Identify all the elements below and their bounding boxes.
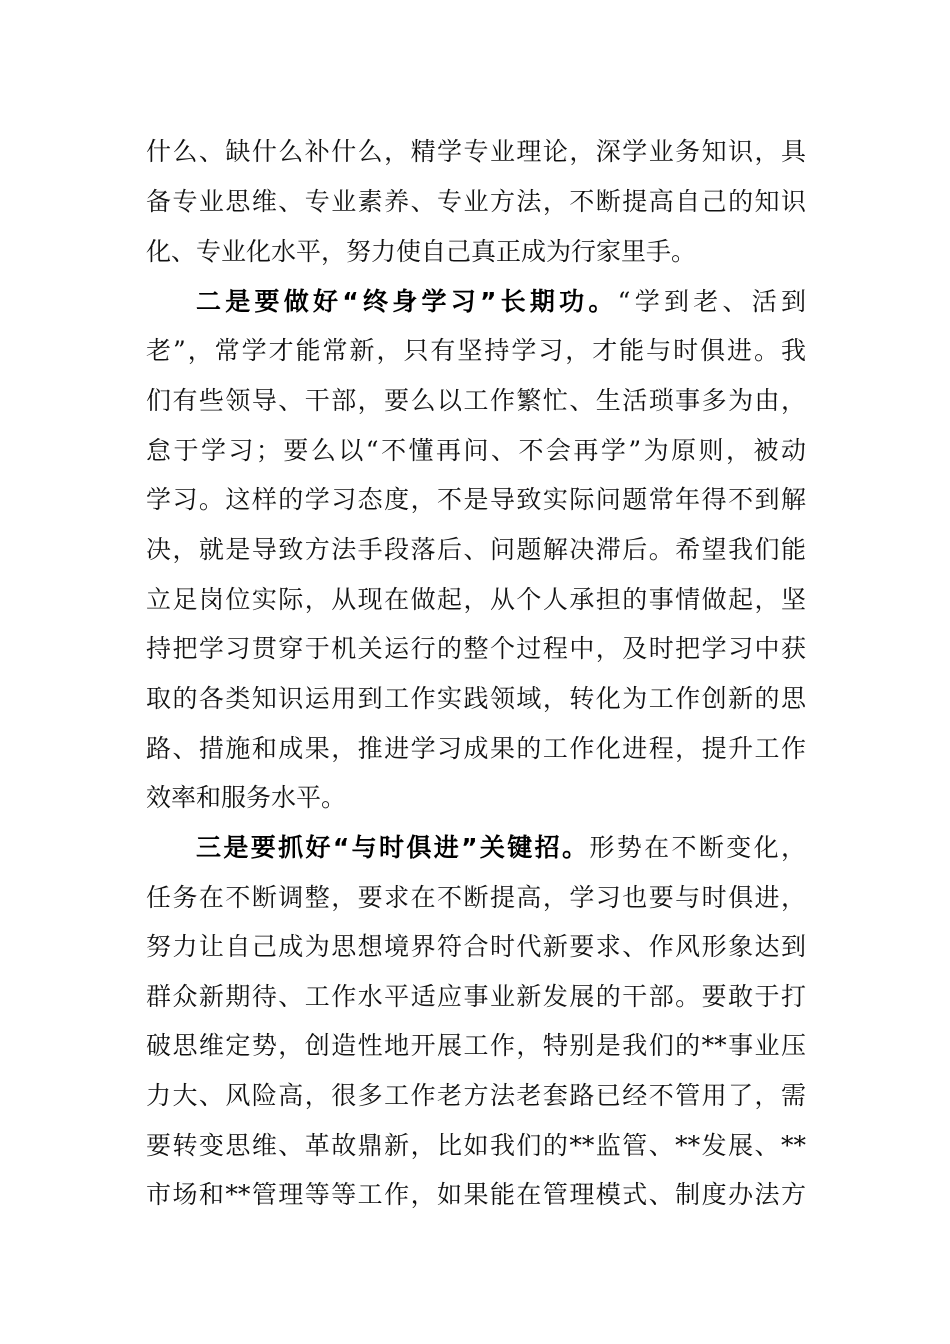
paragraph-3-line-3: 努力让自己成为思想境界符合时代新要求、作风形象达到	[146, 932, 806, 961]
paragraph-3-line-2: 任务在不断调整，要求在不断提高，学习也要与时俱进，	[146, 883, 806, 912]
paragraph-1-line-1: 什么、缺什么补什么，精学专业理论，深学业务知识，具	[146, 137, 806, 166]
paragraph-2-line-3: 们有些领导、干部，要么以工作繁忙、生活琐事多为由，	[146, 386, 806, 415]
paragraph-3-line-4: 群众新期待、工作水平适应事业新发展的干部。要敢于打	[146, 982, 806, 1011]
paragraph-2-first-line-rest: “学到老、活到	[617, 287, 806, 316]
paragraph-2-line-9: 取的各类知识运用到工作实践领域，转化为工作创新的思	[146, 684, 806, 713]
paragraph-3-line-8: 市场和**管理等等工作，如果能在管理模式、制度办法方	[146, 1180, 806, 1209]
paragraph-2-line-8: 持把学习贯穿于机关运行的整个过程中，及时把学习中获	[146, 634, 806, 663]
paragraph-3-line-1	[196, 828, 806, 868]
paragraph-2-line-10: 路、措施和成果，推进学习成果的工作化进程，提升工作	[146, 734, 806, 763]
paragraph-2-line-7: 立足岗位实际，从现在做起，从个人承担的事情做起，坚	[146, 585, 806, 614]
paragraph-3-lead: 三是要抓好“与时俱进”关键招。	[196, 833, 590, 862]
paragraph-2-line-2: 老”，常学才能常新，只有坚持学习，才能与时俱进。我	[146, 336, 806, 365]
paragraph-2-line-6: 决，就是导致方法手段落后、问题解决滞后。希望我们能	[146, 535, 806, 564]
paragraph-3-first-line-rest: 形势在不断变化，	[589, 833, 806, 862]
paragraph-1-line-2: 备专业思维、专业素养、专业方法，不断提高自己的知识	[146, 187, 806, 216]
paragraph-2-line-4: 怠于学习；要么以“不懂再问、不会再学”为原则，被动	[146, 436, 806, 465]
paragraph-3-line-7: 要转变思维、革故鼎新，比如我们的**监管、**发展、**	[146, 1131, 806, 1160]
paragraph-2-line-1	[196, 282, 806, 322]
paragraph-2-line-11: 效率和服务水平。	[146, 783, 347, 812]
paragraph-2-line-5: 学习。这样的学习态度，不是导致实际问题常年得不到解	[146, 485, 806, 514]
paragraph-3-line-5: 破思维定势，创造性地开展工作，特别是我们的**事业压	[146, 1031, 806, 1060]
paragraph-1-line-3: 化、专业化水平，努力使自己真正成为行家里手。	[146, 237, 697, 266]
paragraph-3-line-6: 力大、风险高，很多工作老方法老套路已经不管用了，需	[146, 1081, 806, 1110]
paragraph-2-lead: 二是要做好“终身学习”长期功。	[196, 287, 618, 316]
